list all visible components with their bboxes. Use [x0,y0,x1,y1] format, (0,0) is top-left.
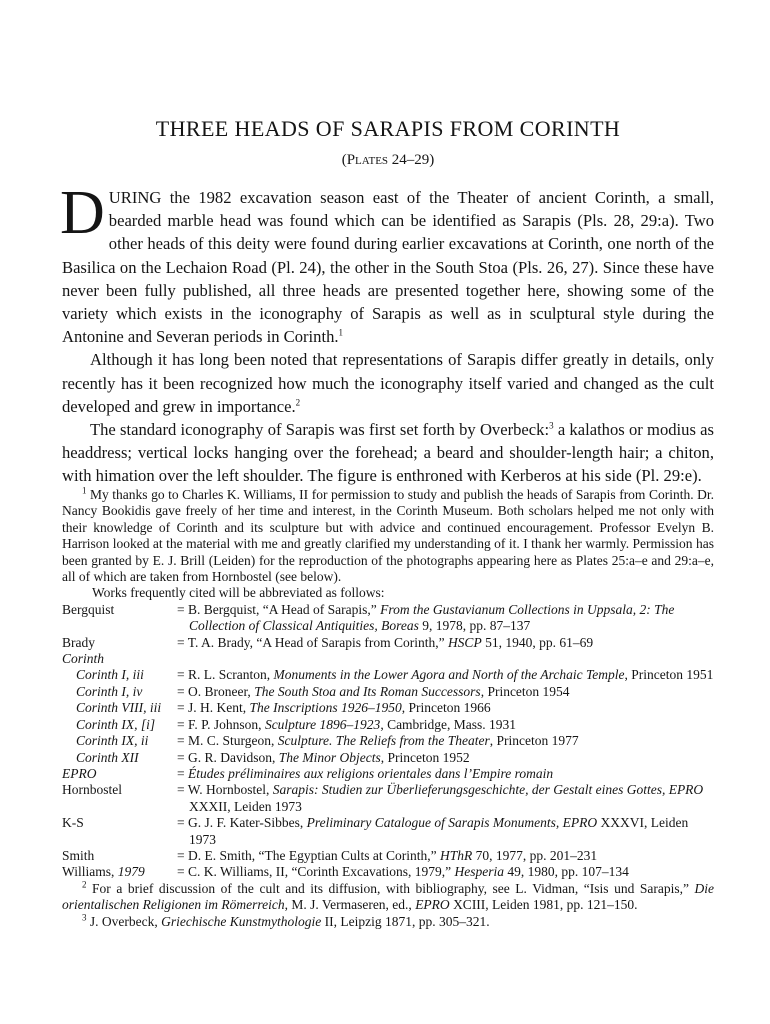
abbreviation-key: Corinth IX, [i] [76,716,156,732]
abbreviation-key: Hornbostel [62,782,122,798]
abbreviation-key: Bergquist [62,601,115,617]
footnote-3: $^3$ J. Overbeck, Griechische Kunstmythologie II, Leipzig 1871, pp. 305–321. [82,912,490,929]
abbreviation-row [62,733,714,749]
article-title: THREE HEADS OF SARAPIS FROM CORINTH [155,116,621,141]
abbreviation-value: = J. H. Kent, The Inscriptions 1926–1950, Princeton 1966 [177,700,491,716]
abbreviation-list [62,602,714,881]
abbreviation-value: = G. R. Davidson, The Minor Objects, Princeton 1952 [177,749,470,765]
abbreviation-key: Corinth XII [76,749,139,765]
abbreviation-key: K-S [62,815,84,831]
abbreviation-row [62,602,714,635]
abbreviation-value: = G. J. F. Kater-Sibbes, Preliminary Catalogue of Sarapis Monuments, EPRO XXXVI, Leiden 1973 [177,815,689,847]
footnote-2: $^2$ For a brief discussion of the cult and its diffusion, with bibliography, see L. Vidman, “Isis und Sarapis,” Die orientalischen Religionen im Römerreich, M. J. Vermaseren, ed., EPRO XCIII, Leiden 1981, pp. 121–150. [62,879,714,913]
abbreviation-row [62,782,714,815]
abbreviation-row [62,635,714,651]
abbreviation-row [62,848,714,864]
paragraph-3: The standard iconography of Sarapis was first set forth by Overbeck:$^3$ a kalathos or modius as headdress; vertical locks hanging over the forehead; a beard and shoulder-length hair; a chiton, with himation over the left shoulder. The figure is enthroned with Kerberos at his side (Pl. 29:e). [62,420,714,486]
abbreviation-row [62,684,714,700]
abbreviation-row [62,667,714,683]
abbreviation-key: Corinth IX, ii [76,733,149,749]
footnote-ref-1[interactable]: 1 [338,327,344,338]
abbreviation-value: = R. L. Scranton, Monuments in the Lower Agora and North of the Archaic Temple, Princeton 1951 [177,667,714,683]
abbreviation-row [62,815,714,848]
works-cited-intro: Works frequently cited will be abbreviated as follows: [92,585,385,601]
drop-cap: D [60,179,105,247]
abbreviation-row [62,750,714,766]
plates-reference: (Plates 24–29) [341,152,435,168]
footnote-1: $^1$ My thanks go to Charles K. Williams, II for permission to study and publish the heads of Sarapis from Corinth. Dr. Nancy Bookidis gave freely of her time and interest, in the Corinth Museum. Both scholars helped me not only with their knowledge of Corinth and its sculpture but with advice and continued encouragement. Professor Evelyn B. Harrison looked at the material with me and greatly clarified my understanding of it. I thank her warmly. Permission has been granted by E. J. Brill (Leiden) for the reproduction of the photographs appearing here as Plates 25:a–e and 29:a–e, all of which are taken from Hornbostel (see below). [62,485,714,585]
abbreviation-key: EPRO [62,765,97,781]
abbreviation-key: Corinth VIII, iii [76,700,162,716]
abbreviation-key: Corinth I, iii [76,667,144,683]
abbreviation-key: Corinth I, iv [76,683,143,699]
abbreviation-row [62,651,714,667]
abbreviation-value: = M. C. Sturgeon, Sculpture. The Reliefs from the Theater, Princeton 1977 [177,733,579,749]
abbreviation-value: = D. E. Smith, “The Egyptian Cults at Corinth,” HThR 70, 1977, pp. 201–231 [177,847,598,863]
abbreviation-key: Brady [62,634,95,650]
abbreviation-key: Smith [62,847,95,863]
abbreviation-row [62,766,714,782]
abbreviation-value: = O. Broneer, The South Stoa and Its Roman Successors, Princeton 1954 [177,683,570,699]
abbreviation-value: = B. Bergquist, “A Head of Sarapis,” From the Gustavianum Collections in Uppsala, 2: The Collection of Classical Antiquities, Boreas 9, 1978, pp. 87–137 [177,601,675,634]
abbreviation-key: Williams, 1979 [62,864,145,880]
abbreviation-value: = Études préliminaires aux religions orientales dans l’Empire romain [177,765,554,781]
abbreviation-value: = C. K. Williams, II, “Corinth Excavations, 1979,” Hesperia 49, 1980, pp. 107–134 [177,864,629,880]
abbreviation-row [62,700,714,716]
abbreviation-row [62,717,714,733]
footnote-ref-3[interactable]: 3 [549,420,554,431]
paragraph-1: DURING the 1982 excavation season east of the Theater of ancient Corinth, a small, bearded marble head was found which can be identified as Sarapis (Pls. 28, 29:a). Two other heads of this deity were found during earlier excavations at Corinth, one north of the Basilica on the Lechaion Road (Pl. 24), the other in the South Stoa (Pls. 26, 27). Since these have never been fully published, all three heads are presented together here, showing some of the variety which exists in the iconography of Sarapis as well as in sculptural style during the Antonine and Severan periods in Corinth.$^1$ [60,179,714,347]
paragraph-2: Although it has long been noted that representations of Sarapis differ greatly in details, only recently has it been recognized how much the iconography itself varied and changed as the cult developed and grew in importance.$^2$ [62,350,714,416]
footnote-ref-2[interactable]: 2 [295,397,301,408]
abbreviation-value: = F. P. Johnson, Sculpture 1896–1923, Cambridge, Mass. 1931 [177,716,517,732]
abbreviation-value: = T. A. Brady, “A Head of Sarapis from Corinth,” HSCP 51, 1940, pp. 61–69 [177,634,594,650]
abbreviation-key: Corinth [62,651,105,667]
abbreviation-value: = W. Hornbostel, Sarapis: Studien zur Überlieferungsgeschichte, der Gestalt eines Gottes, EPRO XXXII, Leiden 1973 [177,782,704,814]
footnotes [62,487,714,930]
article-body [60,179,714,488]
abbreviation-row [62,864,714,880]
